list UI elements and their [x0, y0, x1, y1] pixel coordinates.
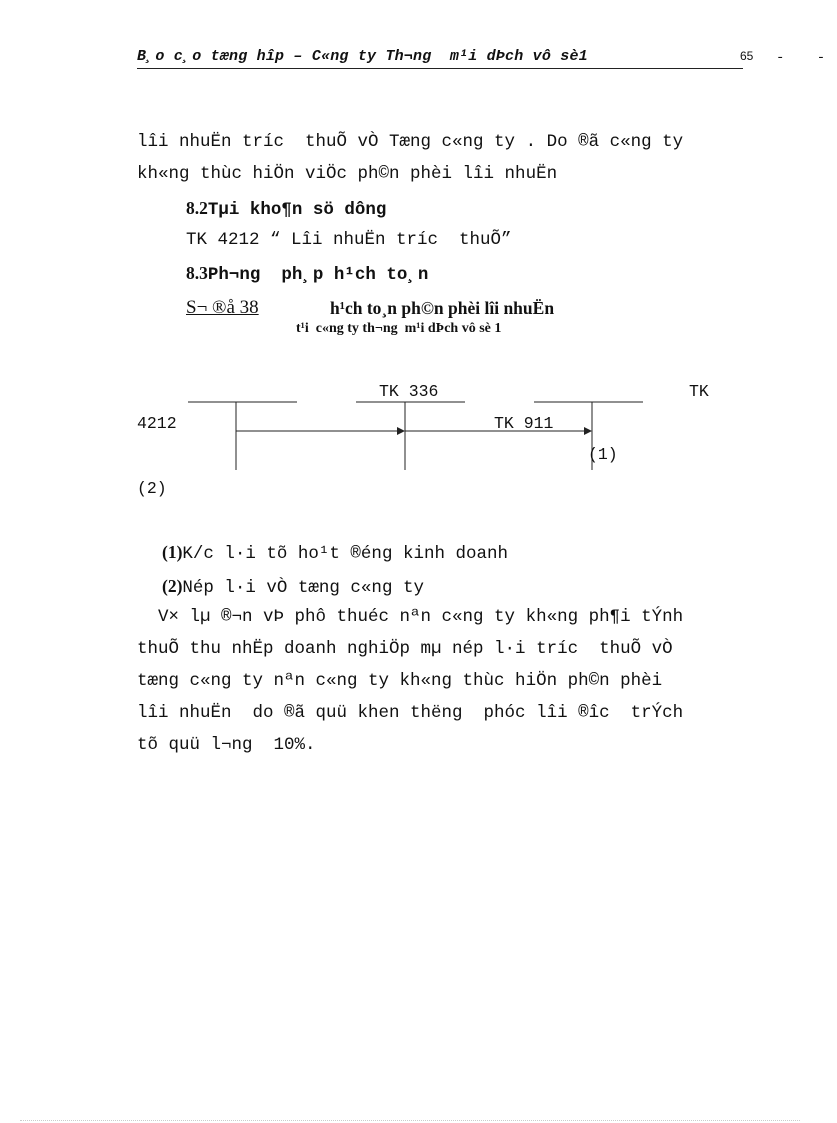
- tk911-label: TK 911: [494, 414, 554, 433]
- note-2-number: (2): [162, 576, 183, 596]
- page-header-title: B¸o c¸o tæng hîp – C«ng ty Th¬ng m¹i dÞch vô sè1: [137, 48, 588, 65]
- accounting-diagram: [0, 0, 816, 520]
- section-8-2-title: Tµi kho¶n sö dông: [207, 200, 387, 220]
- entry-2-marker: (2): [137, 479, 167, 498]
- entry-1-marker: (1): [588, 445, 618, 464]
- diagram-label: S¬ ®å 38: [186, 297, 259, 318]
- tk4212-label-part2: 4212: [137, 414, 177, 433]
- diagram-title: h¹ch to¸n ph©n phèi lîi nhuËn: [330, 298, 555, 318]
- closing-line-3: tæng c«ng ty nªn c«ng ty kh«ng thùc hiÖn ph©n phèi: [137, 671, 663, 691]
- page-number: 65: [740, 49, 754, 63]
- header-dashes: - -: [776, 50, 837, 66]
- section-8-2-number: 8.2: [186, 198, 208, 218]
- note-1: [162, 542, 508, 564]
- tk4212-label-part1: TK: [689, 382, 709, 401]
- note-2: [162, 576, 424, 598]
- tk336-label: TK 336: [379, 382, 439, 401]
- intro-line-1: lîi nhuËn tríc thuÕ vÒ Tæng c«ng ty . Do ®ã c«ng ty: [137, 132, 684, 152]
- arrow-1-head: [584, 427, 592, 435]
- intro-line-2: kh«ng thùc hiÖn viÖc ph©n phèi lîi nhuËn: [137, 164, 558, 184]
- diagram-subtitle: t¹i c«ng ty th¬ng m¹i dÞch vô sè 1: [296, 321, 502, 336]
- closing-line-2: thuÕ thu nhËp doanh nghiÖp mµ nép l·i tríc thuÕ vÒ: [137, 639, 673, 659]
- closing-line-1: V× lµ ®¬n vÞ phô thuéc nªn c«ng ty kh«ng ph¶i tÝnh: [137, 607, 684, 627]
- arrow-2-head: [397, 427, 405, 435]
- note-1-text: K/c l·i tõ ho¹t ®éng kinh doanh: [182, 544, 508, 564]
- section-8-3-title: Ph¬ng ph¸p h¹ch to¸n: [207, 265, 429, 285]
- closing-line-5: tõ quü l¬ng 10%.: [137, 735, 316, 755]
- section-8-2-account: TK 4212 “ Lîi nhuËn tríc thuÕ”: [186, 230, 512, 250]
- section-8-3-number: 8.3: [186, 263, 208, 283]
- note-2-text: Nép l·i vÒ tæng c«ng ty: [182, 578, 424, 598]
- closing-line-4: lîi nhuËn do ®ã quü khen thëng phóc lîi ®îc trÝch: [137, 703, 684, 723]
- page-bottom-rule: [20, 1120, 800, 1121]
- note-1-number: (1): [162, 542, 183, 562]
